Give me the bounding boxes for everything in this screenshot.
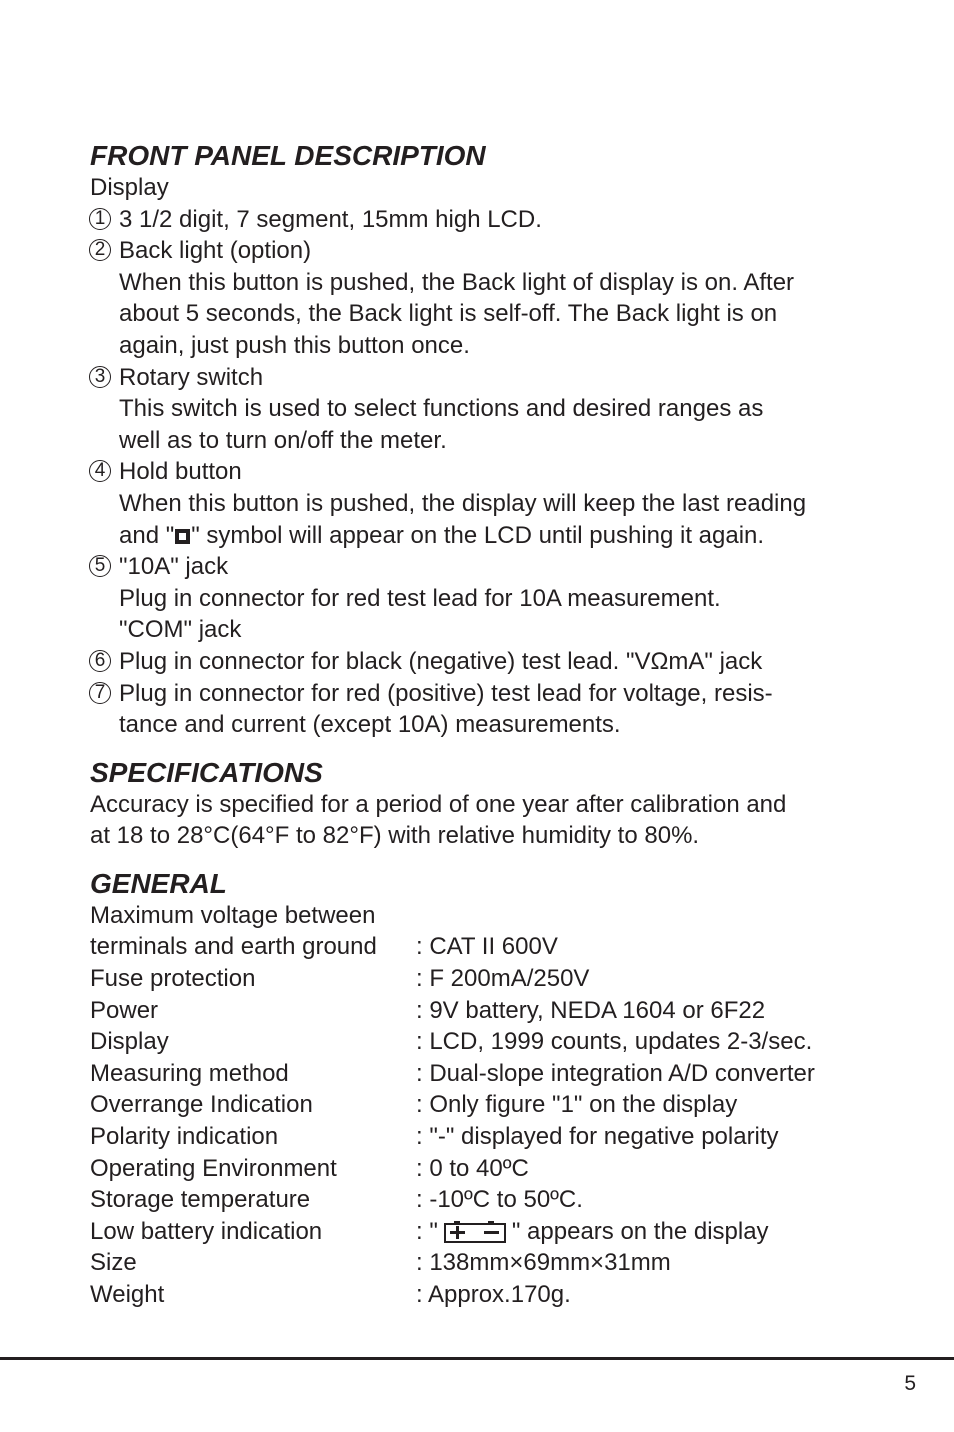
spec-value	[416, 1216, 769, 1248]
spec-row	[90, 1153, 880, 1185]
spec-key: Size	[90, 1249, 137, 1277]
item-description: When this button is pushed, the Back light of display is on. After	[119, 268, 795, 296]
spec-value: : F 200mA/250V	[416, 965, 590, 993]
spec-value: : 9V battery, NEDA 1604 or 6F22	[416, 996, 766, 1024]
list-item	[90, 646, 880, 678]
text-fragment: and "	[119, 521, 175, 549]
low-battery-icon	[444, 1221, 506, 1243]
page-content	[90, 140, 880, 1311]
item-text: Plug in connector for black (negative) test lead. "VΩmA" jack	[119, 647, 763, 675]
list-item	[90, 235, 880, 267]
specifications-text: Accuracy is specified for a period of one year after calibration and	[90, 790, 787, 818]
item-text: Rotary switch	[119, 363, 264, 391]
spec-key: Low battery indication	[90, 1217, 323, 1245]
specifications-text: at 18 to 28°C(64°F to 82°F) with relative humidity to 80%.	[90, 822, 700, 850]
item-number: 5	[89, 555, 111, 577]
item-text: Hold button	[119, 458, 242, 486]
item-number: 7	[89, 682, 111, 704]
spec-value: : "-" displayed for negative polarity	[416, 1123, 779, 1151]
spec-key: Weight	[90, 1281, 165, 1308]
item-description: again, just push this button once.	[119, 331, 470, 359]
spec-row	[90, 1121, 880, 1153]
spec-key: Operating Environment	[90, 1154, 337, 1182]
spec-key: Overrange Indication	[90, 1091, 313, 1119]
spec-value: : LCD, 1999 counts, updates 2-3/sec.	[416, 1028, 813, 1056]
spec-value: : 0 to 40ºC	[416, 1154, 529, 1182]
item-description: tance and current (except 10A) measurements.	[119, 711, 621, 739]
display-label: Display	[90, 174, 169, 201]
item-text: Back light (option)	[119, 237, 312, 265]
spec-value: : CAT II 600V	[416, 933, 558, 961]
spec-key: Display	[90, 1028, 169, 1056]
item-description: This switch is used to select functions and desired ranges as	[119, 395, 764, 423]
hold-symbol-icon	[175, 529, 190, 544]
list-item	[90, 456, 880, 488]
item-description: Plug in connector for red test lead for 10A measurement.	[119, 584, 721, 612]
text-fragment: " appears on the display	[511, 1217, 769, 1245]
spec-key: Polarity indication	[90, 1123, 279, 1151]
spec-value: : Dual-slope integration A/D converter	[416, 1059, 815, 1087]
list-item	[90, 362, 880, 394]
item-text: "10A" jack	[119, 553, 229, 581]
spec-row	[90, 1247, 880, 1279]
item-number: 1	[89, 208, 111, 230]
list-item	[90, 551, 880, 583]
specifications-heading: SPECIFICATIONS	[90, 756, 323, 788]
item-number: 2	[89, 239, 111, 261]
item-description: well as to turn on/off the meter.	[119, 426, 447, 454]
spec-key: Power	[90, 996, 159, 1024]
spec-value: : Only figure "1" on the display	[416, 1091, 738, 1119]
spec-key: Measuring method	[90, 1059, 289, 1087]
spec-key: Maximum voltage between	[90, 901, 376, 929]
item-number: 3	[89, 366, 111, 388]
list-item	[90, 678, 880, 710]
item-description	[90, 520, 880, 552]
spec-row-low-battery	[90, 1216, 880, 1248]
text-fragment: : "	[416, 1217, 438, 1245]
spec-value: : 138mm×69mm×31mm	[416, 1249, 671, 1277]
spec-key: Storage temperature	[90, 1186, 311, 1214]
item-description: about 5 seconds, the Back light is self-off. The Back light is on	[119, 300, 778, 328]
spec-value: : Approx.170g.	[416, 1281, 571, 1308]
spec-key: terminals and earth ground	[90, 933, 377, 961]
item-text: Plug in connector for red (positive) test lead for voltage, resis-	[119, 679, 773, 707]
spec-key: Fuse protection	[90, 965, 256, 993]
spec-row	[90, 1279, 880, 1311]
item-description: "COM" jack	[119, 616, 242, 644]
item-number: 6	[89, 650, 111, 672]
spec-row	[90, 931, 880, 963]
item-text: 3 1/2 digit, 7 segment, 15mm high LCD.	[119, 205, 542, 233]
front-panel-heading: FRONT PANEL DESCRIPTION	[90, 140, 486, 171]
spec-row	[90, 995, 880, 1027]
spec-row	[90, 1026, 880, 1058]
text-fragment: " symbol will appear on the LCD until pushing it again.	[191, 521, 765, 549]
list-item	[90, 204, 880, 236]
spec-row	[90, 963, 880, 995]
item-number: 4	[89, 460, 111, 482]
spec-row	[90, 1089, 880, 1121]
spec-row	[90, 1058, 880, 1090]
page-number: 5	[904, 1372, 916, 1395]
general-heading: GENERAL	[90, 867, 227, 899]
footer-divider	[0, 1357, 954, 1360]
spec-value: : -10ºC to 50ºC.	[416, 1186, 583, 1214]
item-description: When this button is pushed, the display will keep the last reading	[119, 489, 807, 517]
spec-row	[90, 1184, 880, 1216]
